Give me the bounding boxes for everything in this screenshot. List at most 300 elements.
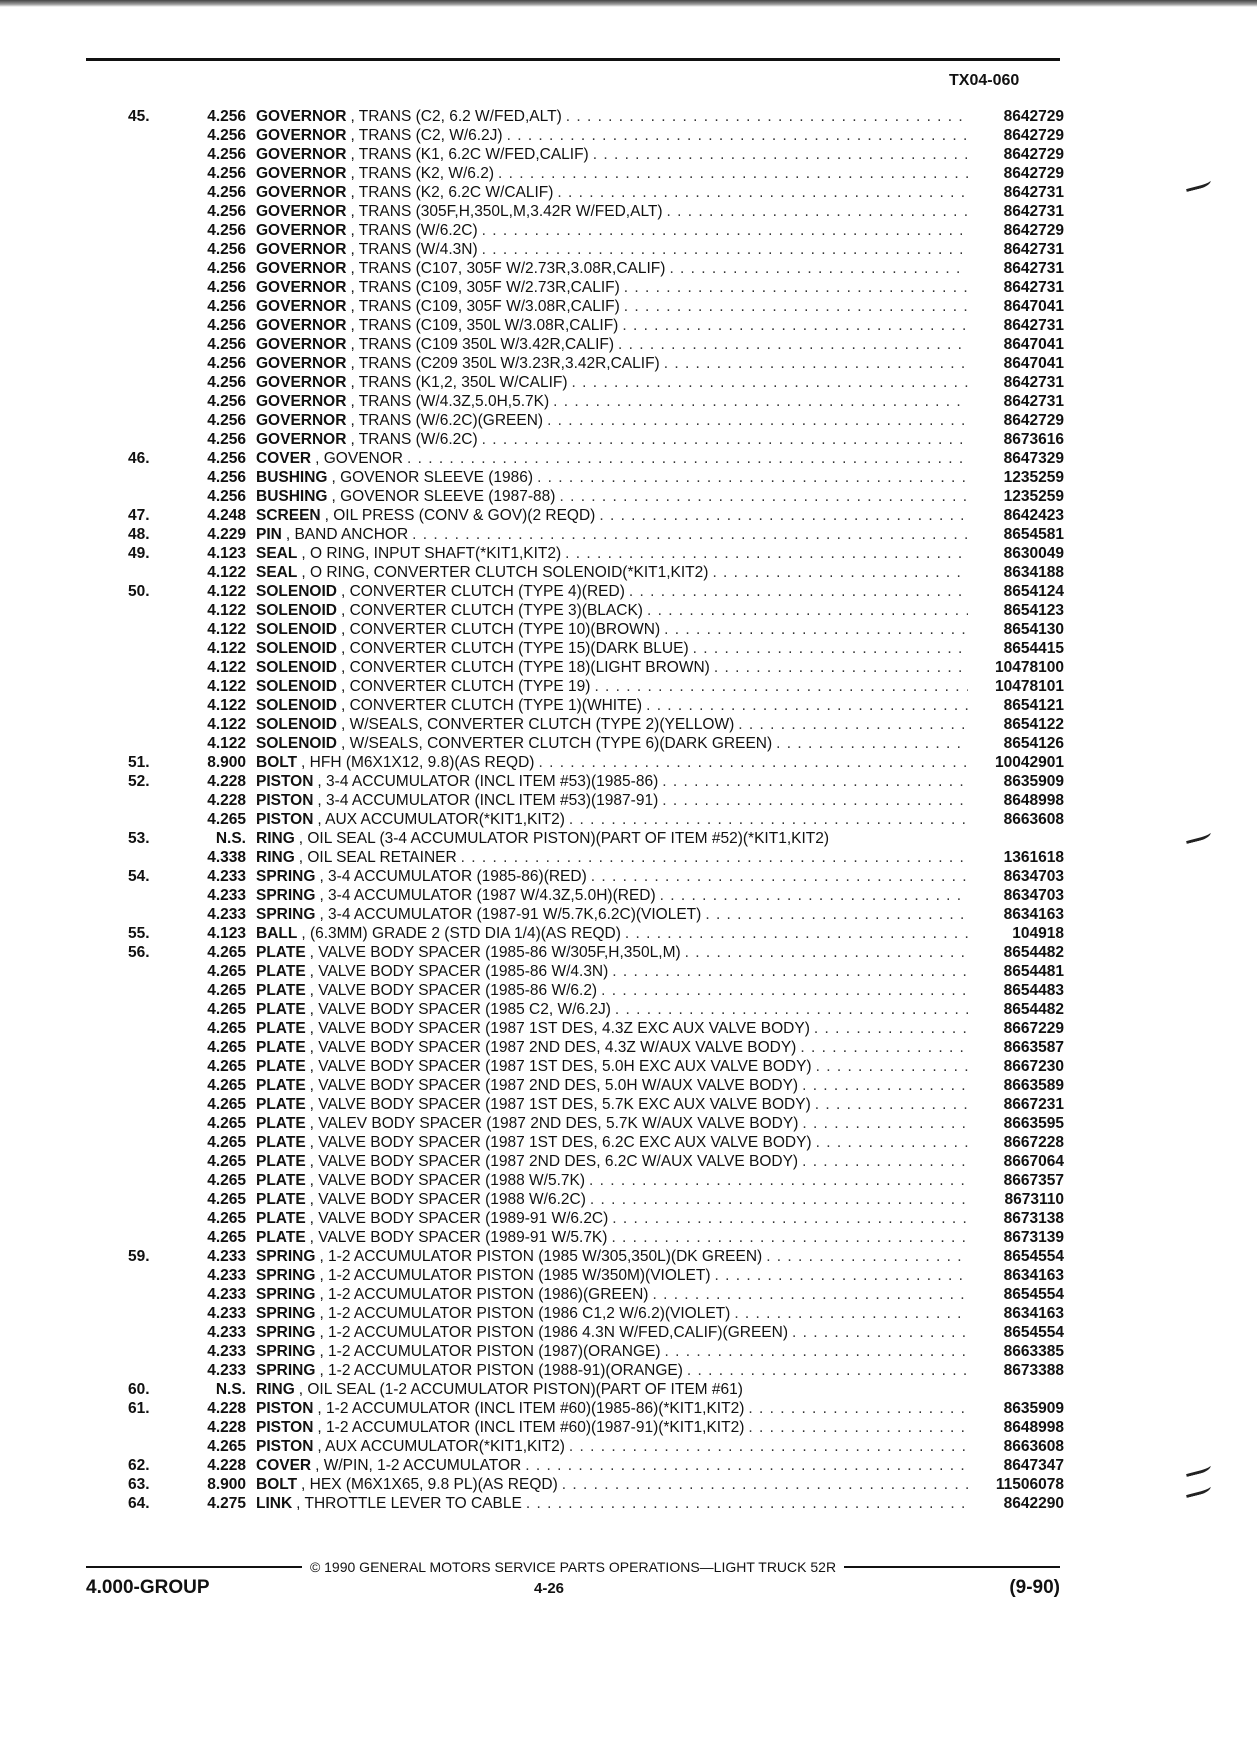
part-number: 8667230 bbox=[1003, 1058, 1064, 1075]
part-spec: , TRANS (C2, W/6.2J) bbox=[350, 127, 503, 144]
part-description bbox=[256, 487, 968, 506]
table-row bbox=[128, 411, 1064, 430]
table-row bbox=[128, 544, 1064, 563]
dot-leader bbox=[615, 1000, 968, 1019]
part-spec: , VALVE BODY SPACER (1989-91 W/5.7K) bbox=[309, 1229, 608, 1246]
part-description bbox=[256, 1228, 968, 1247]
part-number: 8663589 bbox=[1003, 1077, 1064, 1094]
part-description bbox=[256, 1095, 968, 1114]
table-row bbox=[128, 1133, 1064, 1152]
dot-leader bbox=[647, 601, 968, 620]
item-number: 50. bbox=[128, 583, 150, 600]
dot-leader bbox=[664, 620, 968, 639]
table-row bbox=[128, 1228, 1064, 1247]
dot-leader bbox=[461, 848, 968, 867]
part-spec: , TRANS (C109, 305F W/3.08R,CALIF) bbox=[350, 298, 620, 315]
part-description bbox=[256, 1285, 968, 1304]
group-label: 4.000-GROUP bbox=[86, 1577, 210, 1598]
group-number: 4.123 bbox=[207, 925, 246, 942]
part-name: SEAL bbox=[256, 564, 298, 581]
part-spec: , VALVE BODY SPACER (1985-86 W/305F,H,350L,M) bbox=[309, 944, 681, 961]
part-description bbox=[256, 848, 968, 867]
part-description bbox=[256, 126, 968, 145]
part-name: SOLENOID bbox=[256, 659, 337, 676]
part-name: SOLENOID bbox=[256, 602, 337, 619]
part-description bbox=[256, 430, 968, 449]
part-spec: , TRANS (W/6.2C) bbox=[350, 222, 478, 239]
part-number: 8654130 bbox=[1003, 621, 1064, 638]
part-number: 8663587 bbox=[1003, 1039, 1064, 1056]
part-description bbox=[256, 1152, 968, 1171]
dot-leader bbox=[624, 278, 968, 297]
part-name: PLATE bbox=[256, 1191, 306, 1208]
table-row bbox=[128, 715, 1064, 734]
part-description bbox=[256, 810, 968, 829]
part-spec: , 1-2 ACCUMULATOR PISTON (1986 4.3N W/FED,CALIF)(GREEN) bbox=[319, 1324, 788, 1341]
part-description bbox=[256, 1361, 968, 1380]
part-name: GOVERNOR bbox=[256, 203, 347, 220]
table-row bbox=[128, 905, 1064, 924]
part-name: PLATE bbox=[256, 1134, 306, 1151]
part-description bbox=[256, 582, 968, 601]
part-name: GOVERNOR bbox=[256, 222, 347, 239]
part-description bbox=[256, 468, 968, 487]
dot-leader bbox=[566, 107, 968, 126]
part-description bbox=[256, 1456, 968, 1475]
part-number: 8654554 bbox=[1003, 1286, 1064, 1303]
group-number: 4.122 bbox=[207, 697, 246, 714]
part-description bbox=[256, 1076, 968, 1095]
part-name: GOVERNOR bbox=[256, 355, 347, 372]
dot-leader bbox=[693, 639, 968, 658]
part-spec: , CONVERTER CLUTCH (TYPE 1)(WHITE) bbox=[340, 697, 643, 714]
part-spec: , 1-2 ACCUMULATOR PISTON (1985 W/305,350L)(DK GREEN) bbox=[319, 1248, 763, 1265]
group-number: 4.256 bbox=[207, 260, 246, 277]
part-number: 8642729 bbox=[1003, 127, 1064, 144]
part-number: 8667064 bbox=[1003, 1153, 1064, 1170]
part-description bbox=[256, 354, 968, 373]
group-number: 4.122 bbox=[207, 716, 246, 733]
dot-leader bbox=[569, 810, 968, 829]
table-row bbox=[128, 1019, 1064, 1038]
table-row bbox=[128, 183, 1064, 202]
table-row bbox=[128, 924, 1064, 943]
dot-leader bbox=[705, 905, 968, 924]
table-row bbox=[128, 525, 1064, 544]
group-number: 4.228 bbox=[207, 1400, 246, 1417]
dot-leader bbox=[714, 658, 968, 677]
dot-leader bbox=[557, 183, 968, 202]
table-row bbox=[128, 107, 1064, 126]
group-number: 4.228 bbox=[207, 792, 246, 809]
part-description bbox=[256, 658, 968, 677]
table-row bbox=[128, 449, 1064, 468]
dot-leader bbox=[665, 1342, 968, 1361]
table-row bbox=[128, 658, 1064, 677]
part-number: 8642731 bbox=[1003, 260, 1064, 277]
part-spec: , GOVENOR SLEEVE (1987-88) bbox=[331, 488, 556, 505]
part-spec: , CONVERTER CLUTCH (TYPE 10)(BROWN) bbox=[340, 621, 661, 638]
part-spec: , VALVE BODY SPACER (1987 1ST DES, 6.2C EXC AUX VALVE BODY) bbox=[309, 1134, 812, 1151]
group-number: 4.123 bbox=[207, 545, 246, 562]
dot-leader bbox=[526, 1494, 968, 1513]
part-spec: , TRANS (K2, 6.2C W/CALIF) bbox=[350, 184, 554, 201]
part-name: PLATE bbox=[256, 982, 306, 999]
part-description bbox=[256, 335, 968, 354]
group-number: 4.265 bbox=[207, 811, 246, 828]
part-description bbox=[256, 1247, 968, 1266]
part-name: LINK bbox=[256, 1495, 293, 1512]
group-number: 4.233 bbox=[207, 1305, 246, 1322]
part-name: GOVERNOR bbox=[256, 108, 347, 125]
table-row bbox=[128, 1190, 1064, 1209]
part-spec: , TRANS (C2, 6.2 W/FED,ALT) bbox=[350, 108, 562, 125]
table-row bbox=[128, 468, 1064, 487]
part-description bbox=[256, 1209, 968, 1228]
part-name: PLATE bbox=[256, 944, 306, 961]
part-spec: , 1-2 ACCUMULATOR PISTON (1987)(ORANGE) bbox=[319, 1343, 661, 1360]
part-number: 8634163 bbox=[1003, 1305, 1064, 1322]
group-number: 4.265 bbox=[207, 1058, 246, 1075]
group-number: 4.122 bbox=[207, 678, 246, 695]
part-spec: , CONVERTER CLUTCH (TYPE 19) bbox=[340, 678, 591, 695]
dot-leader bbox=[776, 734, 968, 753]
dot-leader bbox=[734, 1304, 968, 1323]
table-row bbox=[128, 753, 1064, 772]
part-name: PLATE bbox=[256, 963, 306, 980]
part-spec: , 3-4 ACCUMULATOR (1987 W/4.3Z,5.0H)(RED) bbox=[319, 887, 656, 904]
dot-leader bbox=[601, 981, 968, 1000]
group-number: 4.256 bbox=[207, 488, 246, 505]
part-number: 1361618 bbox=[1003, 849, 1064, 866]
part-description bbox=[256, 1190, 968, 1209]
footer-copyright-line bbox=[86, 1559, 1060, 1575]
dot-leader bbox=[802, 1114, 968, 1133]
document-id: TX04-060 bbox=[949, 72, 1020, 89]
group-number: 4.256 bbox=[207, 184, 246, 201]
item-number: 54. bbox=[128, 868, 150, 885]
dot-leader bbox=[714, 1266, 968, 1285]
dot-leader bbox=[618, 335, 968, 354]
part-description bbox=[256, 183, 968, 202]
group-number: 4.233 bbox=[207, 868, 246, 885]
revision-date: (9-90) bbox=[1009, 1577, 1060, 1598]
part-spec: , TRANS (C209 350L W/3.23R,3.42R,CALIF) bbox=[350, 355, 660, 372]
item-number: 64. bbox=[128, 1495, 150, 1512]
part-spec: , CONVERTER CLUTCH (TYPE 4)(RED) bbox=[340, 583, 625, 600]
part-description bbox=[256, 373, 968, 392]
part-spec: , 1-2 ACCUMULATOR PISTON (1988-91)(ORANGE) bbox=[319, 1362, 683, 1379]
group-number: 4.256 bbox=[207, 298, 246, 315]
group-number: 4.256 bbox=[207, 222, 246, 239]
part-number: 104918 bbox=[1012, 925, 1064, 942]
part-description bbox=[256, 905, 968, 924]
part-spec: , VALVE BODY SPACER (1988 W/6.2C) bbox=[309, 1191, 586, 1208]
dot-leader bbox=[748, 1418, 968, 1437]
group-number: 4.265 bbox=[207, 1115, 246, 1132]
group-number: 4.122 bbox=[207, 640, 246, 657]
part-name: COVER bbox=[256, 450, 312, 467]
part-number: 8642729 bbox=[1003, 108, 1064, 125]
group-number: 4.265 bbox=[207, 1020, 246, 1037]
dot-leader bbox=[611, 1228, 968, 1247]
dot-leader bbox=[538, 753, 968, 772]
part-number: 8667229 bbox=[1003, 1020, 1064, 1037]
table-row bbox=[128, 221, 1064, 240]
part-name: GOVERNOR bbox=[256, 165, 347, 182]
dot-leader bbox=[612, 962, 968, 981]
part-description bbox=[256, 1437, 968, 1456]
group-number: 4.256 bbox=[207, 317, 246, 334]
item-number: 55. bbox=[128, 925, 150, 942]
part-description bbox=[256, 639, 968, 658]
part-number: 8673110 bbox=[1004, 1191, 1064, 1208]
table-row bbox=[128, 278, 1064, 297]
dot-leader bbox=[669, 259, 968, 278]
part-name: SPRING bbox=[256, 1362, 316, 1379]
group-number: 4.256 bbox=[207, 450, 246, 467]
table-row bbox=[128, 392, 1064, 411]
table-row bbox=[128, 1361, 1064, 1380]
part-spec: , CONVERTER CLUTCH (TYPE 18)(LIGHT BROWN) bbox=[340, 659, 710, 676]
part-spec: , AUX ACCUMULATOR(*KIT1,KIT2) bbox=[317, 811, 565, 828]
part-number: 8654123 bbox=[1003, 602, 1064, 619]
part-number: 11506078 bbox=[995, 1476, 1064, 1493]
table-row bbox=[128, 1456, 1064, 1475]
table-row bbox=[128, 1152, 1064, 1171]
group-number: 4.265 bbox=[207, 1172, 246, 1189]
item-number: 63. bbox=[128, 1476, 150, 1493]
table-row bbox=[128, 829, 1064, 848]
part-name: SPRING bbox=[256, 887, 316, 904]
table-row bbox=[128, 354, 1064, 373]
part-spec: , AUX ACCUMULATOR(*KIT1,KIT2) bbox=[317, 1438, 565, 1455]
part-spec: , 1-2 ACCUMULATOR PISTON (1985 W/350M)(VIOLET) bbox=[319, 1267, 711, 1284]
part-name: BOLT bbox=[256, 754, 298, 771]
part-name: GOVERNOR bbox=[256, 184, 347, 201]
part-description bbox=[256, 962, 968, 981]
part-name: SOLENOID bbox=[256, 716, 337, 733]
part-spec: , VALVE BODY SPACER (1985 C2, W/6.2J) bbox=[309, 1001, 611, 1018]
dot-leader bbox=[815, 1095, 968, 1114]
part-spec: , OIL SEAL (1-2 ACCUMULATOR PISTON)(PART OF ITEM #61) bbox=[298, 1381, 743, 1398]
part-number: 8642729 bbox=[1003, 146, 1064, 163]
part-description bbox=[256, 164, 968, 183]
part-description bbox=[256, 525, 968, 544]
part-number: 8648998 bbox=[1003, 792, 1064, 809]
part-spec: , O RING, INPUT SHAFT(*KIT1,KIT2) bbox=[301, 545, 562, 562]
dot-leader bbox=[599, 506, 968, 525]
footer-rule-left bbox=[86, 1566, 302, 1568]
part-description bbox=[256, 1133, 968, 1152]
part-number: 8654124 bbox=[1003, 583, 1064, 600]
group-number: 4.233 bbox=[207, 1362, 246, 1379]
part-number: 8642731 bbox=[1003, 393, 1064, 410]
part-description bbox=[256, 316, 968, 335]
part-number: 8654554 bbox=[1003, 1248, 1064, 1265]
part-name: GOVERNOR bbox=[256, 298, 347, 315]
part-description bbox=[256, 202, 968, 221]
part-description bbox=[256, 506, 968, 525]
part-description bbox=[256, 259, 968, 278]
dot-leader bbox=[662, 791, 968, 810]
part-name: BUSHING bbox=[256, 469, 328, 486]
part-spec: , GOVENOR bbox=[315, 450, 403, 467]
part-description bbox=[256, 886, 968, 905]
part-spec: , TRANS (W/4.3Z,5.0H,5.7K) bbox=[350, 393, 550, 410]
part-name: PLATE bbox=[256, 1096, 306, 1113]
part-spec: , W/SEALS, CONVERTER CLUTCH (TYPE 2)(YELLOW) bbox=[340, 716, 735, 733]
item-number: 60. bbox=[128, 1381, 150, 1398]
margin-check-mark bbox=[1184, 1481, 1212, 1498]
dot-leader bbox=[624, 297, 968, 316]
group-number: 4.265 bbox=[207, 1134, 246, 1151]
part-name: RING bbox=[256, 830, 295, 847]
dot-leader bbox=[802, 1076, 968, 1095]
part-name: SOLENOID bbox=[256, 678, 337, 695]
part-description bbox=[256, 867, 968, 886]
dot-leader bbox=[498, 164, 968, 183]
part-description bbox=[256, 145, 968, 164]
part-spec: , VALEV BODY SPACER (1987 2ND DES, 5.7K W/AUX VALVE BODY) bbox=[309, 1115, 799, 1132]
item-number: 46. bbox=[128, 450, 150, 467]
part-spec: , VALVE BODY SPACER (1987 2ND DES, 5.0H W/AUX VALVE BODY) bbox=[309, 1077, 799, 1094]
part-description bbox=[256, 772, 968, 791]
part-number: 8630049 bbox=[1003, 545, 1064, 562]
part-number: 8642731 bbox=[1003, 279, 1064, 296]
part-description bbox=[256, 1418, 968, 1437]
part-description bbox=[256, 1038, 968, 1057]
part-spec: , TRANS (C109, 305F W/2.73R,CALIF) bbox=[350, 279, 620, 296]
part-description bbox=[256, 829, 968, 848]
dot-leader bbox=[407, 449, 968, 468]
part-name: GOVERNOR bbox=[256, 374, 347, 391]
part-number: 8654554 bbox=[1003, 1324, 1064, 1341]
part-spec: , VALVE BODY SPACER (1985-86 W/6.2) bbox=[309, 982, 598, 999]
table-row bbox=[128, 791, 1064, 810]
part-description bbox=[256, 601, 968, 620]
group-number: 4.265 bbox=[207, 1438, 246, 1455]
table-row bbox=[128, 316, 1064, 335]
part-name: RING bbox=[256, 849, 295, 866]
part-number: 8647041 bbox=[1003, 355, 1064, 372]
part-description bbox=[256, 791, 968, 810]
part-number: 8642731 bbox=[1003, 184, 1064, 201]
dot-leader bbox=[748, 1399, 968, 1418]
part-spec: , THROTTLE LEVER TO CABLE bbox=[296, 1495, 522, 1512]
group-number: 4.233 bbox=[207, 1324, 246, 1341]
group-number: 4.256 bbox=[207, 241, 246, 258]
part-description bbox=[256, 240, 968, 259]
table-row bbox=[128, 772, 1064, 791]
part-name: PLATE bbox=[256, 1115, 306, 1132]
part-name: SOLENOID bbox=[256, 621, 337, 638]
part-number: 8642290 bbox=[1003, 1495, 1064, 1512]
parts-list bbox=[128, 107, 1064, 1513]
part-name: SPRING bbox=[256, 906, 316, 923]
part-number: 8667357 bbox=[1003, 1172, 1064, 1189]
dot-leader bbox=[800, 1038, 968, 1057]
footer-bottom bbox=[86, 1577, 1060, 1601]
part-description bbox=[256, 1266, 968, 1285]
table-row bbox=[128, 1171, 1064, 1190]
part-name: SPRING bbox=[256, 1324, 316, 1341]
dot-leader bbox=[553, 392, 968, 411]
copyright-text: © 1990 GENERAL MOTORS SERVICE PARTS OPERATIONS—LIGHT TRUCK 52R bbox=[309, 1559, 837, 1575]
part-number: 1235259 bbox=[1003, 488, 1064, 505]
group-number: 4.256 bbox=[207, 279, 246, 296]
group-number: 4.265 bbox=[207, 1153, 246, 1170]
part-spec: , OIL SEAL RETAINER bbox=[298, 849, 457, 866]
table-row bbox=[128, 335, 1064, 354]
item-number: 47. bbox=[128, 507, 150, 524]
part-name: GOVERNOR bbox=[256, 146, 347, 163]
dot-leader bbox=[482, 430, 968, 449]
group-number: 4.122 bbox=[207, 659, 246, 676]
group-number: 4.122 bbox=[207, 735, 246, 752]
part-number: 8642423 bbox=[1003, 507, 1064, 524]
part-description bbox=[256, 1342, 968, 1361]
part-name: COVER bbox=[256, 1457, 312, 1474]
group-number: 4.265 bbox=[207, 1039, 246, 1056]
part-name: GOVERNOR bbox=[256, 260, 347, 277]
dot-leader bbox=[482, 240, 968, 259]
group-number: 4.122 bbox=[207, 621, 246, 638]
group-number: 4.256 bbox=[207, 336, 246, 353]
dot-leader bbox=[612, 1209, 968, 1228]
part-name: GOVERNOR bbox=[256, 279, 347, 296]
group-number: 4.233 bbox=[207, 1248, 246, 1265]
part-spec: , BAND ANCHOR bbox=[285, 526, 409, 543]
part-name: PIN bbox=[256, 526, 282, 543]
dot-leader bbox=[629, 582, 968, 601]
part-number: 8642729 bbox=[1003, 222, 1064, 239]
part-name: SPRING bbox=[256, 1286, 316, 1303]
part-number: 8654481 bbox=[1003, 963, 1064, 980]
table-row bbox=[128, 506, 1064, 525]
table-row bbox=[128, 734, 1064, 753]
part-name: SEAL bbox=[256, 545, 298, 562]
part-name: SPRING bbox=[256, 1267, 316, 1284]
part-description bbox=[256, 449, 968, 468]
part-description bbox=[256, 734, 968, 753]
part-spec: , CONVERTER CLUTCH (TYPE 3)(BLACK) bbox=[340, 602, 643, 619]
part-name: GOVERNOR bbox=[256, 412, 347, 429]
table-row bbox=[128, 1114, 1064, 1133]
group-number: 4.265 bbox=[207, 1096, 246, 1113]
group-number: 4.265 bbox=[207, 1001, 246, 1018]
part-description bbox=[256, 297, 968, 316]
part-number: 8673139 bbox=[1003, 1229, 1064, 1246]
dot-leader bbox=[593, 145, 968, 164]
part-description bbox=[256, 221, 968, 240]
group-number: 4.248 bbox=[207, 507, 246, 524]
part-name: PLATE bbox=[256, 1229, 306, 1246]
dot-leader bbox=[766, 1247, 968, 1266]
part-spec: , HFH (M6X1X12, 9.8)(AS REQD) bbox=[301, 754, 535, 771]
part-number: 8647329 bbox=[1003, 450, 1064, 467]
table-row bbox=[128, 373, 1064, 392]
part-name: BUSHING bbox=[256, 488, 328, 505]
part-description bbox=[256, 1114, 968, 1133]
part-spec: , W/SEALS, CONVERTER CLUTCH (TYPE 6)(DARK GREEN) bbox=[340, 735, 773, 752]
part-number: 10042901 bbox=[995, 754, 1064, 771]
part-name: BALL bbox=[256, 925, 298, 942]
part-name: SPRING bbox=[256, 1305, 316, 1322]
part-name: PLATE bbox=[256, 1039, 306, 1056]
part-spec: , (6.3MM) GRADE 2 (STD DIA 1/4)(AS REQD) bbox=[301, 925, 621, 942]
table-row bbox=[128, 696, 1064, 715]
